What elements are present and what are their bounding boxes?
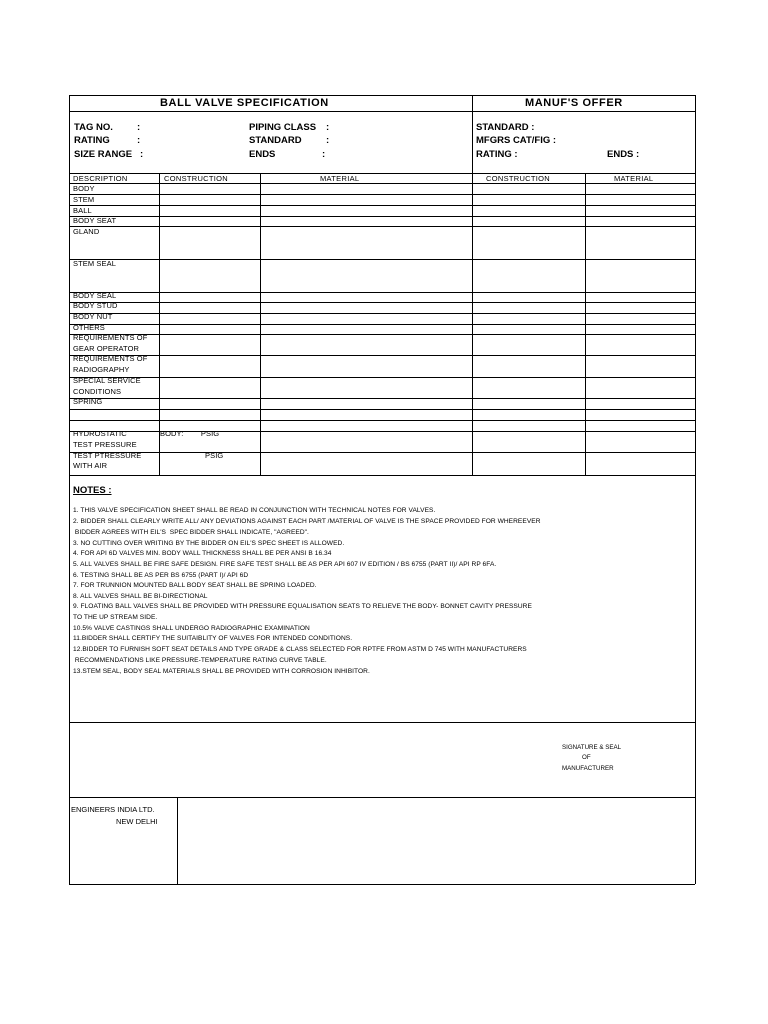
row-gear-operator-1: REQUIREMENTS OF bbox=[73, 333, 148, 342]
note-line: 6. TESTING SHALL BE AS PER BS 6755 (PART I)/ API 6D bbox=[73, 572, 249, 579]
sheet-title: BALL VALVE SPECIFICATION bbox=[160, 97, 329, 109]
size-range-sep: : bbox=[140, 149, 144, 160]
note-line: TO THE UP STREAM SIDE. bbox=[73, 614, 158, 621]
signature-line-3: MANUFACTURER bbox=[562, 765, 614, 772]
col-divider-offer-material bbox=[585, 173, 586, 475]
row-body-seat: BODY SEAT bbox=[73, 216, 117, 225]
standard-sep: : bbox=[326, 135, 330, 146]
row-body-seal: BODY SEAL bbox=[73, 291, 117, 300]
col-offer-material: MATERIAL bbox=[614, 174, 654, 183]
table-row-rule bbox=[69, 420, 695, 421]
note-line: 1. THIS VALVE SPECIFICATION SHEET SHALL BE READ IN CONJUNCTION WITH TECHNICAL NOTES FOR VALVES. bbox=[73, 507, 436, 514]
row-stem: STEM bbox=[73, 195, 95, 204]
col-offer-construction: CONSTRUCTION bbox=[486, 174, 551, 183]
sheet-bottom-rule bbox=[69, 884, 695, 885]
notes-bottom-rule bbox=[69, 722, 695, 723]
notes-heading: NOTES : bbox=[73, 485, 112, 496]
note-line: 12.BIDDER TO FURNISH SOFT SEAT DETAILS AND TYPE GRADE & CLASS SELECTED FOR RPTFE FROM ASTM D 745 WITH MANUFACTURERS bbox=[73, 646, 527, 653]
table-row-rule bbox=[69, 377, 695, 378]
row-stem-seal: STEM SEAL bbox=[73, 259, 116, 268]
offer-standard-label: STANDARD : bbox=[476, 122, 535, 133]
offer-ends-label: ENDS : bbox=[607, 149, 640, 160]
ends-sep: : bbox=[322, 149, 326, 160]
offer-mfgrs-label: MFGRS CAT/FIG : bbox=[476, 135, 557, 146]
tag-no-label: TAG NO. bbox=[74, 122, 113, 133]
table-row-rule bbox=[69, 216, 695, 217]
table-row-rule bbox=[69, 355, 695, 356]
signature-bottom-rule bbox=[69, 797, 695, 798]
title-underline bbox=[69, 111, 695, 112]
table-row-rule bbox=[69, 194, 695, 195]
header-bottom-rule bbox=[69, 173, 695, 174]
note-line: 7. FOR TRUNNION MOUNTED BALL BODY SEAT SHALL BE SPRING LOADED. bbox=[73, 582, 317, 589]
column-header-rule bbox=[69, 183, 695, 184]
rating-sep: : bbox=[137, 135, 141, 146]
signature-line-1: SIGNATURE & SEAL bbox=[562, 744, 622, 751]
row-air-test-2: WITH AIR bbox=[73, 461, 108, 470]
col-description: DESCRIPTION bbox=[73, 174, 128, 183]
table-row-rule bbox=[69, 205, 695, 206]
table-row-rule bbox=[69, 398, 695, 399]
footer-city: NEW DELHI bbox=[116, 817, 158, 826]
table-row-rule bbox=[69, 313, 695, 314]
offer-rating-label: RATING : bbox=[476, 149, 518, 160]
offer-divider bbox=[472, 95, 473, 475]
table-row-rule bbox=[69, 292, 695, 293]
table-row-rule bbox=[69, 324, 695, 325]
row-body-nut: BODY NUT bbox=[73, 312, 113, 321]
row-spring: SPRING bbox=[73, 397, 103, 406]
col-construction: CONSTRUCTION bbox=[164, 174, 229, 183]
note-line: BIDDER AGREES WITH EIL'S SPEC BIDDER SHALL INDICATE, "AGREED". bbox=[73, 529, 309, 536]
note-line: 5. ALL VALVES SHALL BE FIRE SAFE DESIGN. FIRE SAFE TEST SHALL BE AS PER API 607 IV EDITION / BS 6755 (PART II)/ API RP 6FA. bbox=[73, 561, 497, 568]
offer-title: MANUF'S OFFER bbox=[525, 97, 623, 109]
row-special-service-1: SPECIAL SERVICE bbox=[73, 376, 141, 385]
tag-no-sep: : bbox=[137, 122, 141, 133]
row-hydrostatic-1: HYDROSTATIC bbox=[73, 429, 127, 438]
note-line: 3. NO CUTTING OVER WRITING BY THE BIDDER ON EIL'S SPEC SHEET IS ALLOWED. bbox=[73, 540, 345, 547]
table-row-rule bbox=[69, 475, 695, 476]
table-row-rule bbox=[69, 431, 695, 432]
row-gland: GLAND bbox=[73, 227, 100, 236]
row-others: OTHERS bbox=[73, 323, 105, 332]
note-line: RECOMMENDATIONS LIKE PRESSURE-TEMPERATURE RATING CURVE TABLE. bbox=[73, 657, 327, 664]
col-divider-material bbox=[260, 173, 261, 475]
row-gear-operator-2: GEAR OPERATOR bbox=[73, 344, 140, 353]
table-row-rule bbox=[69, 452, 695, 453]
row-body-stud: BODY STUD bbox=[73, 301, 118, 310]
note-line: 11.BIDDER SHALL CERTIFY THE SUITAIBLITY OF VALVES FOR INTENDED CONDITIONS. bbox=[73, 635, 353, 642]
row-hydrostatic-2: TEST PRESSURE bbox=[73, 440, 137, 449]
note-line: 2. BIDDER SHALL CLEARLY WRITE ALL/ ANY DEVIATIONS AGAINST EACH PART /MATERIAL OF VALVE IS THE SPACE PROVIDED FOR WHEREEVER bbox=[73, 518, 541, 525]
ends-label: ENDS bbox=[249, 149, 276, 160]
row-ball: BALL bbox=[73, 206, 92, 215]
row-radiography-2: RADIOGRAPHY bbox=[73, 365, 130, 374]
size-range-label: SIZE RANGE bbox=[74, 149, 133, 160]
note-line: 9. FLOATING BALL VALVES SHALL BE PROVIDED WITH PRESSURE EQUALISATION SEATS TO RELIEVE THE BODY- BONNET CAVITY PRESSURE bbox=[73, 603, 532, 610]
hydrostatic-body-psig: BODY: PSIG bbox=[160, 429, 220, 438]
table-row-rule bbox=[69, 226, 695, 227]
table-row-rule bbox=[69, 259, 695, 260]
table-row-rule bbox=[69, 409, 695, 410]
footer-company: ENGINEERS INDIA LTD. bbox=[71, 805, 155, 814]
col-material: MATERIAL bbox=[320, 174, 360, 183]
table-row-rule bbox=[69, 334, 695, 335]
note-line: 8. ALL VALVES SHALL BE BI-DIRECTIONAL bbox=[73, 593, 208, 600]
standard-label: STANDARD bbox=[249, 135, 302, 146]
col-divider-construction bbox=[159, 173, 160, 475]
table-row-rule bbox=[69, 302, 695, 303]
note-line: 10.5% VALVE CASTINGS SHALL UNDERGO RADIOGRAPHIC EXAMINATION bbox=[73, 625, 310, 632]
piping-class-sep: : bbox=[326, 122, 330, 133]
footer-divider bbox=[177, 797, 178, 884]
signature-line-2: OF bbox=[582, 754, 591, 761]
piping-class-label: PIPING CLASS bbox=[249, 122, 317, 133]
row-radiography-1: REQUIREMENTS OF bbox=[73, 354, 148, 363]
note-line: 13.STEM SEAL, BODY SEAL MATERIALS SHALL BE PROVIDED WITH CORROSION INHIBITOR. bbox=[73, 668, 370, 675]
row-body: BODY bbox=[73, 184, 95, 193]
row-special-service-2: CONDITIONS bbox=[73, 387, 122, 396]
row-air-test-1: TEST PTRESSURE bbox=[73, 451, 142, 460]
air-test-psig: PSIG bbox=[205, 451, 224, 460]
rating-label: RATING bbox=[74, 135, 110, 146]
right-border bbox=[695, 95, 696, 884]
note-line: 4. FOR API 6D VALVES MIN. BODY WALL THICKNESS SHALL BE PER ANSI B 16.34 bbox=[73, 550, 332, 557]
